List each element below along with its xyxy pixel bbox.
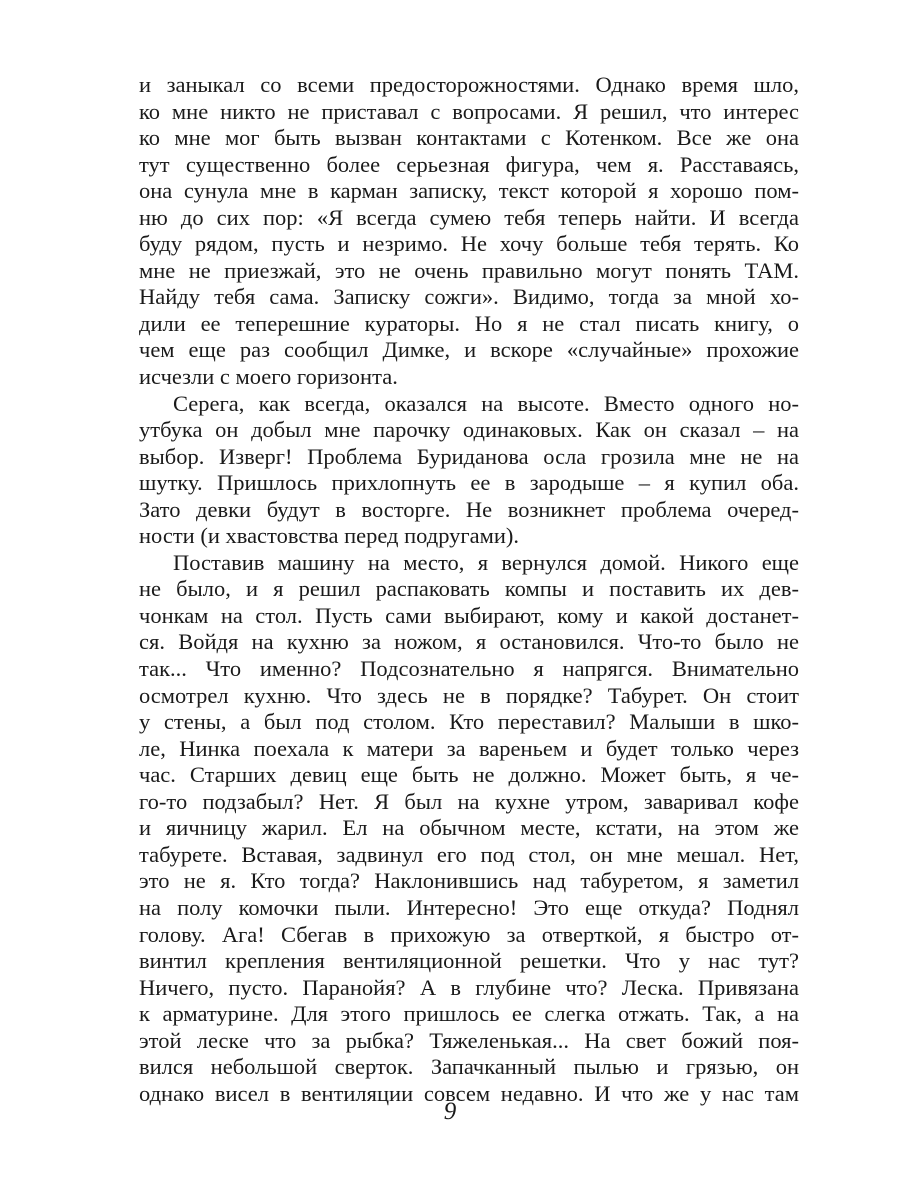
text-line: осмотрел кухню. Что здесь не в порядке? Табурет. Он стоит	[139, 682, 799, 708]
text-line: чонкам на стол. Пусть сами выбирают, кому и какой достанет-	[139, 602, 799, 628]
paragraph-2	[139, 391, 799, 550]
text-line: на полу комочки пыли. Интересно! Это еще откуда? Поднял	[139, 894, 799, 920]
text-line: час. Старших девиц еще быть не должно. Может быть, я че-	[139, 762, 799, 788]
text-line: ню до сих пор: «Я всегда сумею тебя теперь найти. И всегда	[139, 204, 799, 230]
text-line: не было, и я решил распаковать компы и поставить их дев-	[139, 576, 799, 602]
text-line: шутку. Пришлось прихлопнуть ее в зародыше – я купил оба.	[139, 470, 799, 496]
text-line: Ничего, пусто. Паранойя? А в глубине что? Леска. Привязана	[139, 974, 799, 1000]
text-line: это не я. Кто тогда? Наклонившись над табуретом, я заметил	[139, 868, 799, 894]
text-line: ко мне никто не приставал с вопросами. Я решил, что интерес	[139, 98, 799, 124]
text-line: ности (и хвастовства перед подругами).	[139, 523, 520, 549]
text-line: и яичницу жарил. Ел на обычном месте, кстати, на этом же	[139, 815, 799, 841]
text-line: ся. Войдя на кухню за ножом, я остановился. Что-то было не	[139, 629, 799, 655]
text-line: буду рядом, пусть и незримо. Не хочу больше тебя терять. Ко	[139, 231, 799, 257]
text-line: мне не приезжай, это не очень правильно могут понять ТАМ.	[139, 257, 799, 283]
text-line: тут существенно более серьезная фигура, чем я. Расставаясь,	[139, 151, 799, 177]
text-line: утбука он добыл мне парочку одинаковых. Как он сказал – на	[139, 417, 799, 443]
text-line: чем еще раз сообщил Димке, и вскоре «случайные» прохожие	[139, 337, 799, 363]
text-line: исчезли с моего горизонта.	[139, 364, 398, 390]
text-line: Зато девки будут в восторге. Не возникнет проблема очеред-	[139, 496, 799, 522]
text-line: у стены, а был под столом. Кто переставил? Малыши в шко-	[139, 709, 799, 735]
paragraph-1	[139, 72, 799, 391]
text-line: Найду тебя сама. Записку сожги». Видимо, тогда за мной хо-	[139, 284, 799, 310]
text-line: ле, Нинка поехала к матери за вареньем и будет только через	[139, 735, 799, 761]
text-line: она сунула мне в карман записку, текст которой я хорошо пом-	[139, 178, 799, 204]
text-line: голову. Ага! Сбегав в прихожую за отверткой, я быстро от-	[139, 921, 799, 947]
body-text	[139, 72, 799, 1107]
text-line: вился небольшой сверток. Запачканный пылью и грязью, он	[139, 1054, 799, 1080]
text-line: Поставив машину на место, я вернулся домой. Никого еще	[173, 549, 799, 575]
page-number: 9	[443, 1098, 457, 1125]
text-line: ко мне мог быть вызван контактами с Котенком. Все же она	[139, 125, 799, 151]
text-line: этой леске что за рыбка? Тяжеленькая... На свет божий поя-	[139, 1027, 799, 1053]
text-line: однако висел в вентиляции совсем недавно. И что же у нас там	[139, 1080, 799, 1106]
text-line: Серега, как всегда, оказался на высоте. Вместо одного но-	[173, 390, 799, 416]
text-line: винтил крепления вентиляционной решетки. Что у нас тут?	[139, 948, 799, 974]
text-line: го-то подзабыл? Нет. Я был на кухне утром, заваривал кофе	[139, 788, 799, 814]
text-line: выбор. Изверг! Проблема Буриданова осла грозила мне не на	[139, 443, 799, 469]
text-line: к арматурине. Для этого пришлось ее слегка отжать. Так, а на	[139, 1001, 799, 1027]
text-line: табурете. Вставая, задвинул его под стол, он мне мешал. Нет,	[139, 841, 799, 867]
text-line: дили ее теперешние кураторы. Но я не стал писать книгу, о	[139, 310, 799, 336]
paragraph-3	[139, 550, 799, 1107]
text-line: и заныкал со всеми предосторожностями. Однако время шло,	[139, 72, 799, 97]
text-line: так... Что именно? Подсознательно я напрягся. Внимательно	[139, 656, 799, 682]
